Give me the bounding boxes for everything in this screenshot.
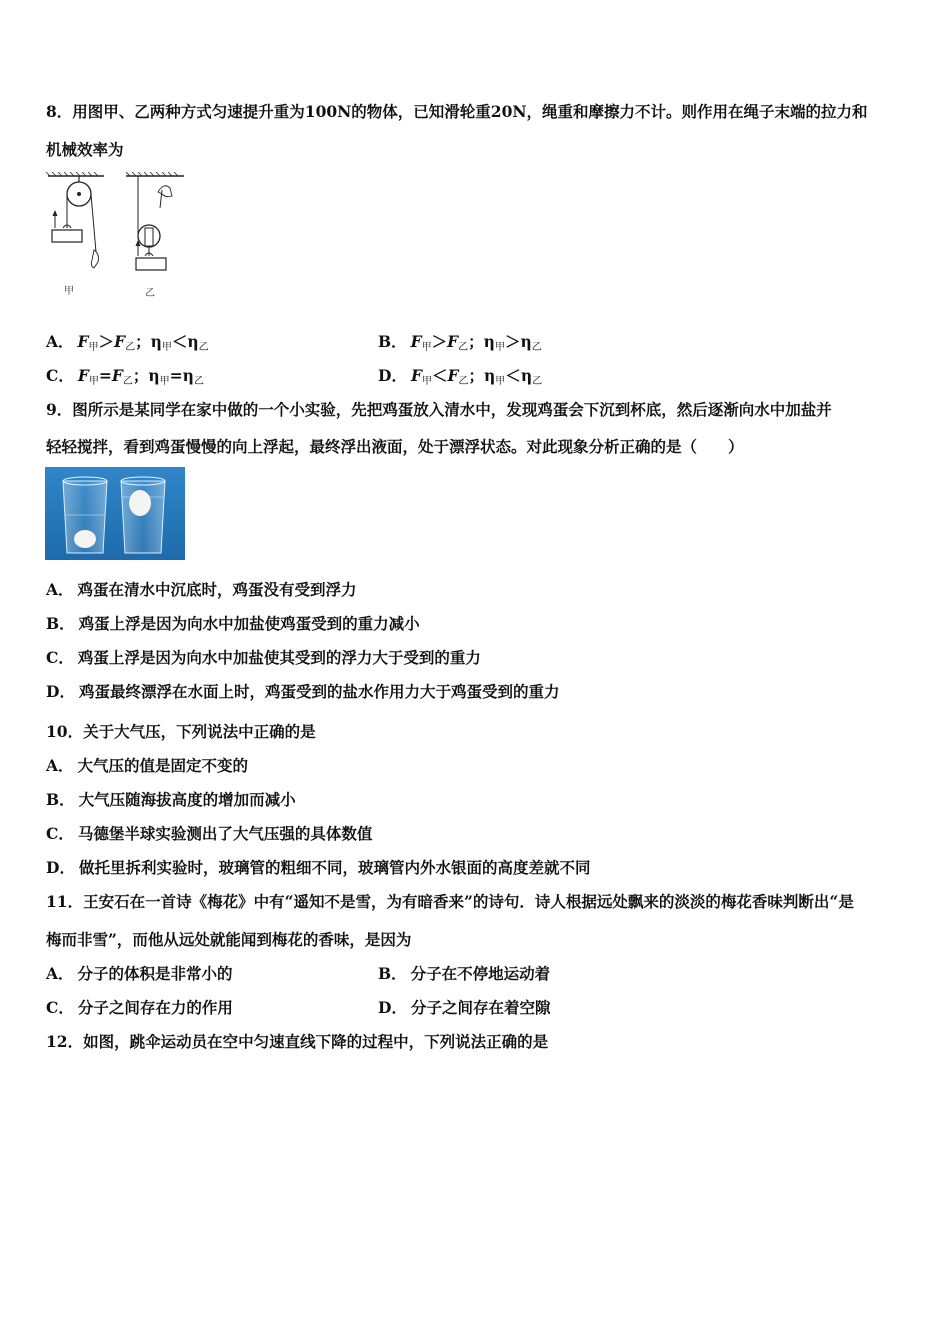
- figure-label-jia: 甲: [64, 286, 74, 297]
- movable-pulley-figure: [126, 172, 184, 270]
- q12-stem: 12．如图，跳伞运动员在空中匀速直线下降的过程中，下列说法正确的是: [46, 1032, 549, 1051]
- q10-option-b[interactable]: B． 大气压随海拔高度的增加而减小: [46, 790, 296, 809]
- q11-option-c[interactable]: C． 分子之间存在力的作用: [46, 998, 233, 1017]
- q8-option-b[interactable]: B． $F_甲>F_乙$；$\eta_甲>\eta_乙$: [378, 332, 542, 353]
- q11-stem-line1: 11．王安石在一首诗《梅花》中有“遥知不是雪，为有暗香来”的诗句．诗人根据远处飘来的淡淡的梅花香味判断出“是: [46, 892, 854, 911]
- q8-option-c[interactable]: C． $F_甲=F_乙$；$\eta_甲=\eta_乙$: [46, 366, 204, 387]
- q9-option-c[interactable]: C． 鸡蛋上浮是因为向水中加盐使其受到的浮力大于受到的重力: [46, 648, 481, 667]
- q10-option-d[interactable]: D． 做托里拆利实验时，玻璃管的粗细不同，玻璃管内外水银面的高度差就不同: [46, 858, 591, 877]
- sunken-egg: [74, 530, 96, 548]
- figure-label-yi: 乙: [145, 288, 155, 299]
- q9-stem-line2: 轻轻搅拌，看到鸡蛋慢慢的向上浮起，最终浮出液面，处于漂浮状态。对此现象分析正确的是（ ）: [46, 437, 744, 456]
- q8-option-a[interactable]: A． $F_甲>F_乙$；$\eta_甲<\eta_乙$: [46, 332, 209, 353]
- floating-egg: [129, 490, 151, 516]
- q8-option-d[interactable]: D． $F_甲<F_乙$；$\eta_甲<\eta_乙$: [378, 366, 543, 387]
- q9-stem-line1: 9．图所示是某同学在家中做的一个小实验，先把鸡蛋放入清水中，发现鸡蛋会下沉到杯底，然后逐渐向水中加盐并: [46, 400, 832, 419]
- left-glass: [63, 477, 107, 553]
- q10-option-a[interactable]: A． 大气压的值是固定不变的: [46, 756, 249, 775]
- q10-option-c[interactable]: C． 马德堡半球实验测出了大气压强的具体数值: [46, 824, 373, 843]
- q8-stem-line1: 8．用图甲、乙两种方式匀速提升重为100N的物体，已知滑轮重20N，绳重和摩擦力不计。则作用在绳子末端的拉力和: [46, 102, 868, 121]
- right-glass: [121, 477, 165, 553]
- q9-option-a[interactable]: A． 鸡蛋在清水中沉底时，鸡蛋没有受到浮力: [46, 580, 357, 599]
- q11-option-b[interactable]: B． 分子在不停地运动着: [378, 964, 551, 983]
- egg-experiment-photo: [45, 467, 185, 560]
- q9-option-b[interactable]: B． 鸡蛋上浮是因为向水中加盐使鸡蛋受到的重力减小: [46, 614, 420, 633]
- fixed-pulley-figure: [46, 172, 104, 268]
- q8-stem-line2: 机械效率为: [46, 140, 124, 159]
- q11-stem-line2: 梅而非雪”，而他从远处就能闻到梅花的香味，是因为: [46, 930, 412, 949]
- pulley-diagram: [44, 170, 194, 302]
- q11-option-d[interactable]: D． 分子之间存在着空隙: [378, 998, 551, 1017]
- q10-stem: 10．关于大气压，下列说法中正确的是: [46, 722, 316, 741]
- q9-option-d[interactable]: D． 鸡蛋最终漂浮在水面上时，鸡蛋受到的盐水作用力大于鸡蛋受到的重力: [46, 682, 560, 701]
- q11-option-a[interactable]: A． 分子的体积是非常小的: [46, 964, 233, 983]
